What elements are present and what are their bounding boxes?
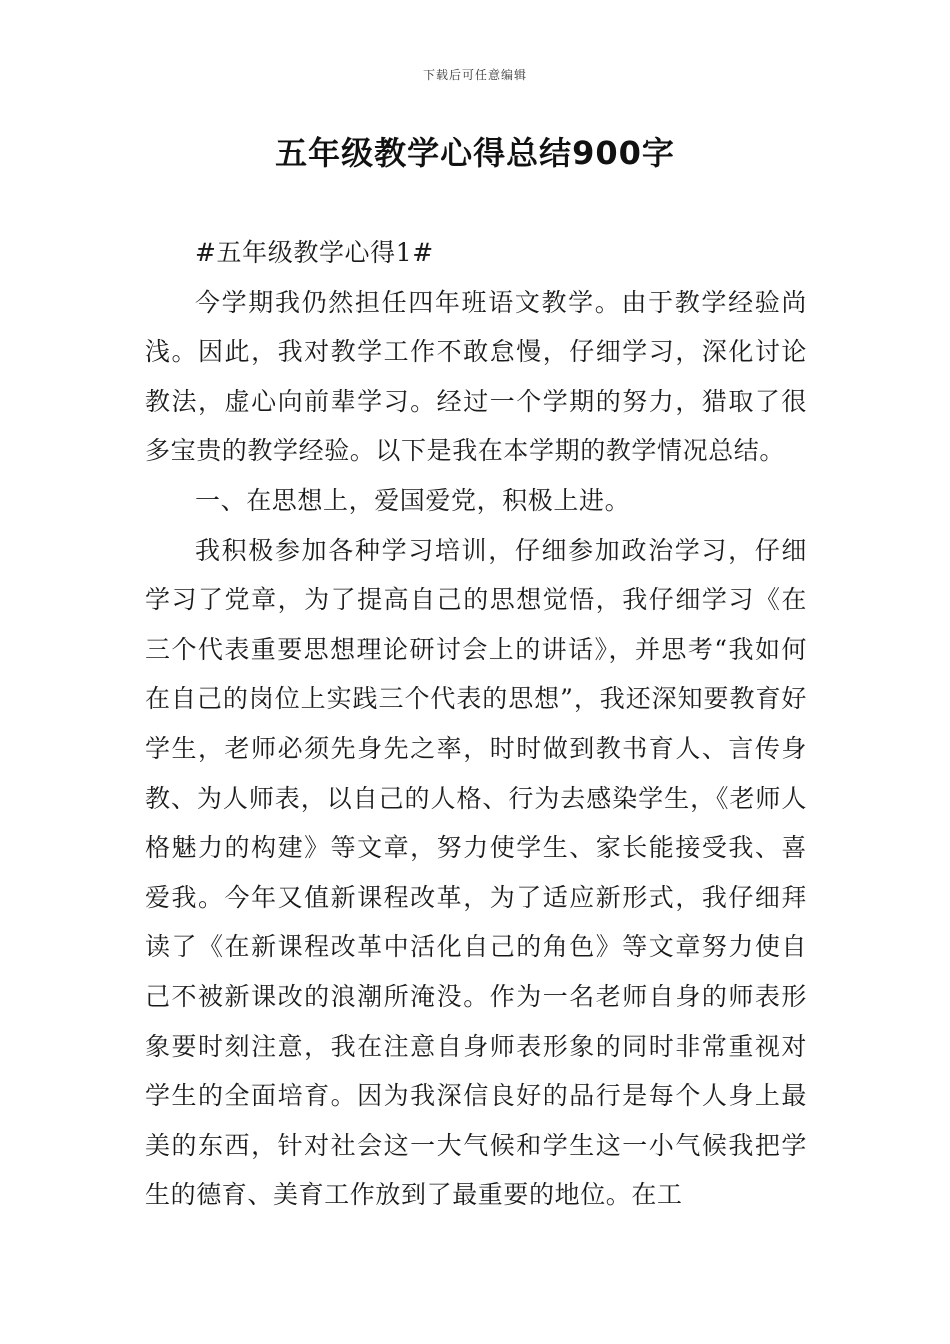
paragraph: 我积极参加各种学习培训，仔细参加政治学习，仔细学习了党章，为了提高自己的思想觉悟，我仔细学习《在三个代表重要思想理论研讨会上的讲话》，并思考“我如何在自己的岗位上实践三个代表的思想”，我还深知要教育好学生，老师必须先身先之率，时时做到教书育人、言传身教、为人师表，以自己的人格、行为去感染学生，《老师人格魅力的构建》等文章，努力使学生、家长能接受我、喜爱我。今年又值新课程改革，为了适应新形式，我仔细拜读了《在新课程改革中活化自己的角色》等文章努力使自己不被新课改的浪潮所淹没。作为一名老师自身的师表形象要时刻注意，我在注意自身师表形象的同时非常重视对学生的全面培育。因为我深信良好的品行是每个人身上最美的东西，针对社会这一大气候和学生这一小气候我把学生的德育、美育工作放到了最重要的地位。在工 [145, 535, 807, 1210]
section-heading: #五年级教学心得1# [195, 238, 434, 267]
paragraph: 今学期我仍然担任四年班语文教学。由于教学经验尚浅。因此，我对教学工作不敢怠慢，仔细学习，深化讨论教法，虚心向前辈学习。经过一个学期的努力，猎取了很多宝贵的教学经验。以下是我在本学期的教学情况总结。 [145, 287, 807, 466]
subsection-heading: 一、在思想上，爱国爱党，积极上进。 [195, 485, 631, 515]
document-body [145, 228, 807, 1220]
document-title: 五年级教学心得总结900字 [275, 134, 675, 172]
header-note: 下载后可任意编辑 [422, 68, 527, 82]
